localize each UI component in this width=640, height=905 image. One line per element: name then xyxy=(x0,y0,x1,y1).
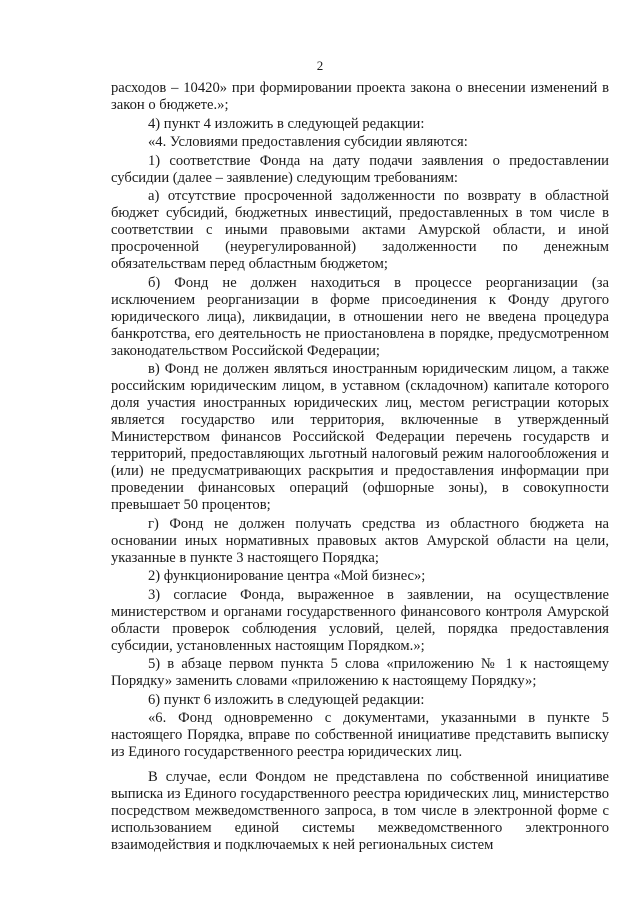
page-number: 2 xyxy=(316,58,324,73)
paragraph-condition-3: 3) согласие Фонда, выраженное в заявлении, на осуществление министерством и органами государственного финансового контроля Амурской области проверок соблюдения условий, целей, порядка предоставления субсидии, установленных настоящим Порядком.»; xyxy=(111,586,609,654)
paragraph-point-6-case: В случае, если Фондом не представлена по собственной инициативе выписка из Единого государственного реестра юридических лиц, министерство посредством межведомственного запроса, в том числе в электронной форме с использованием единой системы межведомственного электронного взаимодействия и подключаемых к ней региональных систем xyxy=(111,769,609,853)
paragraph-item-5: 5) в абзаце первом пункта 5 слова «приложению № 1 к настоящему Порядку» заменить словами «приложению к настоящему Порядку»; xyxy=(111,656,609,689)
document-body xyxy=(111,80,609,856)
paragraph-requirement-a: а) отсутствие просроченной задолженности по возврату в областной бюджет субсидий, бюджетных инвестиций, предоставленных в том числе в соответствии с иными правовыми актами Амурской области, и иной просроченной (неурегулированной) задолженности по денежным обязательствам перед областным бюджетом; xyxy=(111,188,609,272)
paragraph-requirement-g: г) Фонд не должен получать средства из областного бюджета на основании иных нормативных правовых актов Амурской области на цели, указанные в пункте 3 настоящего Порядка; xyxy=(111,515,609,566)
paragraph-requirement-b: б) Фонд не должен находиться в процессе реорганизации (за исключением реорганизации в форме присоединения к Фонду другого юридического лица), ликвидации, в отношении него не введена процедура банкротства, его деятельность не приостановлена в порядке, предусмотренном законодательством Российской Федерации; xyxy=(111,274,609,359)
paragraph-condition-2: 2) функционирование центра «Мой бизнес»; xyxy=(148,568,426,584)
paragraph-point-4-heading: «4. Условиями предоставления субсидии являются: xyxy=(148,134,468,150)
paragraph-condition-1: 1) соответствие Фонда на дату подачи заявления о предоставлении субсидии (далее – заявление) следующим требованиям: xyxy=(111,152,609,186)
paragraph-item-4: 4) пункт 4 изложить в следующей редакции: xyxy=(148,115,425,132)
paragraph-item-6: 6) пункт 6 изложить в следующей редакции: xyxy=(148,691,425,708)
paragraph-point-6: «6. Фонд одновременно с документами, указанными в пункте 5 настоящего Порядка, вправе по собственной инициативе представить выписку из Единого государственного реестра юридических лиц. xyxy=(111,710,609,760)
paragraph-continuation: расходов – 10420» при формировании проекта закона о внесении изменений в закон о бюджете.»; xyxy=(111,80,609,113)
paragraph-requirement-v: в) Фонд не должен являться иностранным юридическим лицом, а также российским юридическим лицом, в уставном (складочном) капитале которого доля участия иностранных юридических лиц, местом регистрации которых является государство или территория, включенные в утвержденный Министерством финансов Российской Федерации перечень государств и территорий, предоставляющих льготный налоговый режим налогообложения и (или) не предусматривающих раскрытия и предоставления информации при проведении финансовых операций (офшорные зоны), в совокупности превышает 50 процентов; xyxy=(111,361,609,513)
